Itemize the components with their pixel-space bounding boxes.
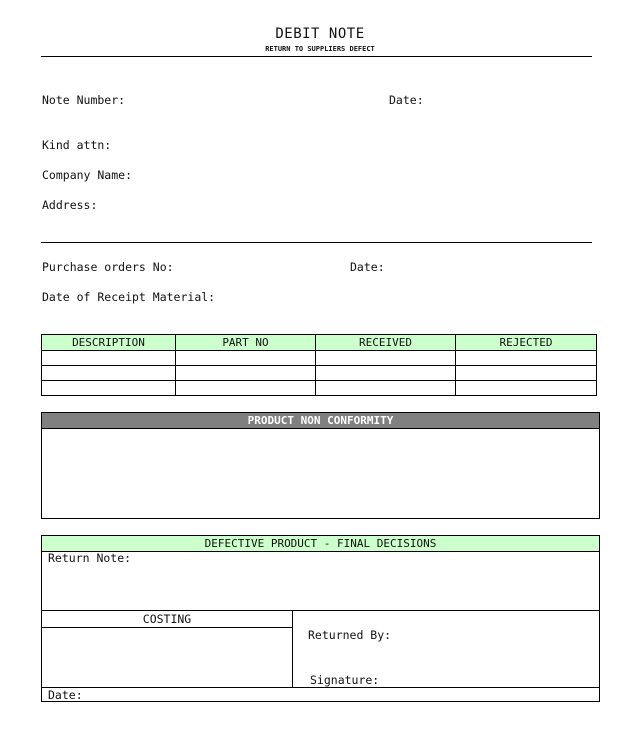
non-conformity-section (41, 412, 600, 519)
company-name-label: Company Name: (42, 168, 133, 182)
table-row (42, 351, 597, 366)
table-cell[interactable] (456, 381, 597, 396)
decisions-title: DEFECTIVE PRODUCT - FINAL DECISIONS (42, 536, 599, 552)
col-rejected: REJECTED (456, 335, 597, 351)
table-cell[interactable] (316, 351, 456, 366)
address-divider (41, 242, 592, 243)
document-subtitle: RETURN TO SUPPLIERS DEFECT (265, 45, 375, 53)
table-cell[interactable] (42, 366, 176, 381)
table-cell[interactable] (176, 366, 316, 381)
costing-label: COSTING (142, 612, 192, 626)
decisions-section (41, 535, 600, 702)
col-received: RECEIVED (316, 335, 456, 351)
date-po-label: Date: (350, 260, 385, 274)
costing-divider (42, 627, 292, 628)
date-top-label: Date: (389, 93, 424, 107)
non-conformity-body[interactable] (42, 429, 599, 519)
costing-vertical-divider (292, 610, 293, 687)
returned-by-label: Returned By: (308, 628, 392, 642)
table-cell[interactable] (176, 351, 316, 366)
return-note-label: Return Note: (48, 551, 132, 565)
table-cell[interactable] (316, 366, 456, 381)
address-label: Address: (42, 198, 98, 212)
table-cell[interactable] (176, 381, 316, 396)
note-number-label: Note Number: (42, 93, 126, 107)
purchase-orders-label: Purchase orders No: (42, 260, 174, 274)
table-cell[interactable] (316, 381, 456, 396)
table-cell[interactable] (42, 351, 176, 366)
items-table (41, 334, 597, 396)
document-title: DEBIT NOTE (275, 26, 365, 42)
kind-attn-label: Kind attn: (42, 138, 112, 152)
non-conformity-title: PRODUCT NON CONFORMITY (42, 413, 599, 429)
table-row (42, 381, 597, 396)
receipt-date-label: Date of Receipt Material: (42, 290, 216, 304)
col-description: DESCRIPTION (42, 335, 176, 351)
header-divider (41, 56, 592, 57)
decisions-date-label: Date: (48, 688, 83, 702)
table-cell[interactable] (456, 366, 597, 381)
col-part-no: PART NO (176, 335, 316, 351)
table-row (42, 366, 597, 381)
date-divider (42, 687, 599, 688)
table-cell[interactable] (456, 351, 597, 366)
items-header-row (42, 335, 597, 351)
return-note-divider (42, 610, 599, 611)
table-cell[interactable] (42, 381, 176, 396)
signature-label: Signature: (310, 673, 380, 687)
